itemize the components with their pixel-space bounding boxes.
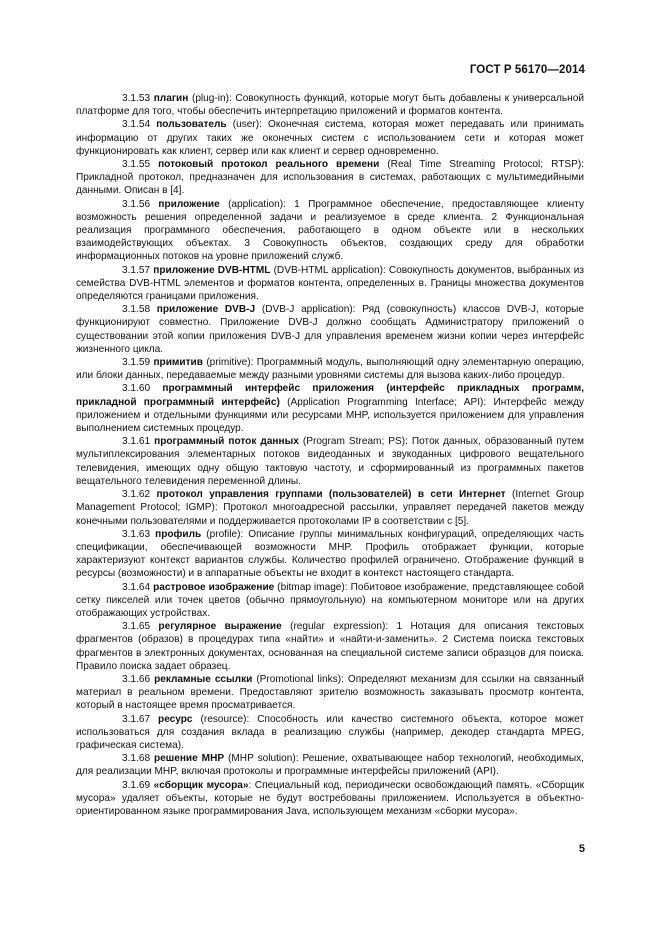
entry-term: профиль [155,528,202,540]
entry-definition: (Real Time Streaming Protocol; RTSP): Прикладной протокол, предназначен для использования в системах, работающих с мультимедийными данными. Описан в [4]. [76,159,584,197]
entry-definition: (DVB-HTML application): Совокупность документов, выбранных из семейства DVB-HTML элементов и форматов контента, определенных в. Границы множества документов определяются границами приложения. [76,264,584,303]
entry-definition: (Internet Group Management Protocol; IGMP): Протокол многоадресной рассылки, управляет передачей пакетов между конечными пользователями и поддерживается протоколами IP в соответствии с [5]. [76,489,584,527]
definition-entry [76,713,584,753]
entry-number: 3.1.64 [122,581,151,593]
entry-number: 3.1.60 [122,383,151,395]
entry-term: потоковый протокол реального времени [158,159,380,171]
definition-entry [76,581,584,621]
entry-definition: (plug-in): Совокупность функций, которые могут быть добавлены к универсальной платформе для того, чтобы обеспечить интерпретацию приложений и форматов контента. [76,93,584,118]
entry-definition: (profile): Описание группы минимальных конфигураций, определяющих часть спецификации, обеспечивающей возможности MHP. Профиль отображает функции, которые характеризуют контекст вариантов службы. Количество профилей ограничено. Отображение функций в ресурсы (возможности) и в аппаратные объекты не входит в контекст настоящего стандарта. [76,528,584,580]
definition-entry [76,158,584,198]
entry-term: регулярное выражение [158,621,282,633]
definition-entry [76,356,584,382]
entry-number: 3.1.58 [122,304,151,316]
entry-definition: (MHP solution): Решение, охватывающее набор технологий, необходимых, для реализации MHP, включая протоколы и программные интерфейсы приложений (API). [76,753,584,778]
entry-number: 3.1.54 [122,119,151,131]
entry-term: рекламные ссылки [154,673,253,685]
entry-term: ресурс [158,713,193,725]
entry-term: приложение [158,198,220,210]
entry-term: плагин [153,93,189,104]
entry-definition: (bitmap image): Побитовое изображение, представляющее собой сетку пикселей или точек цветов (обычно прямоугольную) на компьютерном мониторе или на других отображающих устройствах. [76,581,584,619]
entry-definition: (Application Programming Interface; API): Интерфейс между приложением и отдельными функциями или ресурсами MHP, используется приложением для управления выполнением системных процедур. [76,396,585,435]
definition-entry [76,118,584,158]
entry-term: программный интерфейс приложения (интерфейс прикладных программ, прикладной программный интерфейс) [76,383,585,408]
definition-entry [76,673,584,713]
entry-term: приложение DVB-HTML [153,264,271,276]
entry-term: примитив [153,357,203,369]
entry-number: 3.1.67 [122,713,151,725]
entry-definition: (regular expression): 1 Нотация для описания текстовых фрагментов (образов) в процедурах типа «найти» и «найти-и-заменить». 2 Система поиска текстовых фрагментов в электронных документах, основанная на специальной системе записи образцов для поиска. Правило поиска задает образец. [76,621,584,672]
entry-number: 3.1.69 [122,779,151,791]
standard-designation: ГОСТ Р 56170—2014 [469,64,585,76]
entry-term: протокол управления группами (пользователей) в сети Интернет [156,489,506,501]
entry-definition: (user): Оконечная система, которая может передавать или принимать информацию от других таких же оконечных систем с использованием сети и которая может функционировать как клиент, сервер или как клиент и сервер одновременно. [76,119,584,157]
entry-definition: (resource): Способность или качество системного объекта, которое может использоваться для создания вклада в реализацию службы (например, декодер стандарта MPEG, графическая система). [76,713,584,751]
entry-definition: (DVB-J application): Ряд (совокупность) классов DVB-J, которые функционируют совместно. Приложение DVB-J должно сообщать Администратору приложений о существовании этой копии приложения DVB-J для управления временем жизни копии через интерфейс жизненного цикла. [76,304,585,355]
definition-entry [76,752,584,778]
entry-number: 3.1.61 [122,436,151,448]
definition-entry [76,92,584,118]
entry-number: 3.1.62 [122,489,151,501]
definition-entry [76,488,584,528]
entry-number: 3.1.63 [122,528,151,540]
entry-definition: (primitive): Программный модуль, выполняющий одну элементарную операцию, или блоки данных, передаваемые между разными уровнями системы для вызова каких-либо процедур. [76,357,584,382]
entry-term: приложение DVB-J [156,304,256,316]
entry-number: 3.1.53 [122,93,151,104]
entry-number: 3.1.59 [122,357,151,369]
definition-entry [76,303,584,356]
page-number: 5 [578,843,585,855]
entry-definition: (Promotional links): Определяют механизм для ссылки на связанный материал в реальном времени. Предоставляют зрителю возможность заказывать просмотр контента, который в настоящее время просматривается. [76,673,584,712]
definition-entry [76,382,584,435]
entry-number: 3.1.55 [122,159,151,171]
definition-entry [76,779,584,819]
definition-entry [76,198,584,264]
entry-number: 3.1.65 [122,621,151,633]
definition-entry [76,528,584,581]
entry-number: 3.1.56 [122,198,151,210]
entry-definition: : Специальный код, периодически освобождающий память. «Сборщик мусора» удаляет объекты, которые не будут востребованы приложением. Используется в объектно-ориентированном языке программирования Java, использующем механизм «сборки мусора». [76,779,584,817]
entry-term: пользователь [156,119,227,131]
entry-number: 3.1.68 [122,753,151,765]
entry-term: программный поток данных [154,436,299,448]
definitions-list [76,92,584,818]
definition-entry [76,435,584,488]
entry-definition: (application): 1 Программное обеспечение, предоставляющее клиенту возможность решения определенной задачи и реализуемое в среде клиента. 2 Функциональная реализация программного обеспечения, работающего в одном объекте или в нескольких взаимодействующих объектах. 3 Совокупность объектов, создающих среду для обработки информационных потоков на уровне приложений служб. [76,198,584,263]
entry-definition: (Program Stream; PS): Поток данных, образованный путем мультиплексирования элементарных потоков видеоданных и звукоданных цифрового вещательного телевидения, имеющих одну общую тактовую частоту, и сформированный из программных пакетов вещательного телевидения переменной длины. [76,436,584,487]
entry-term: растровое изображение [153,581,275,593]
entry-term: решение MHP [154,753,225,765]
entry-number: 3.1.66 [122,673,151,685]
entry-term: «сборщик мусора» [153,779,249,791]
entry-number: 3.1.57 [122,264,151,276]
definition-entry [76,264,584,304]
definition-entry [76,620,584,673]
